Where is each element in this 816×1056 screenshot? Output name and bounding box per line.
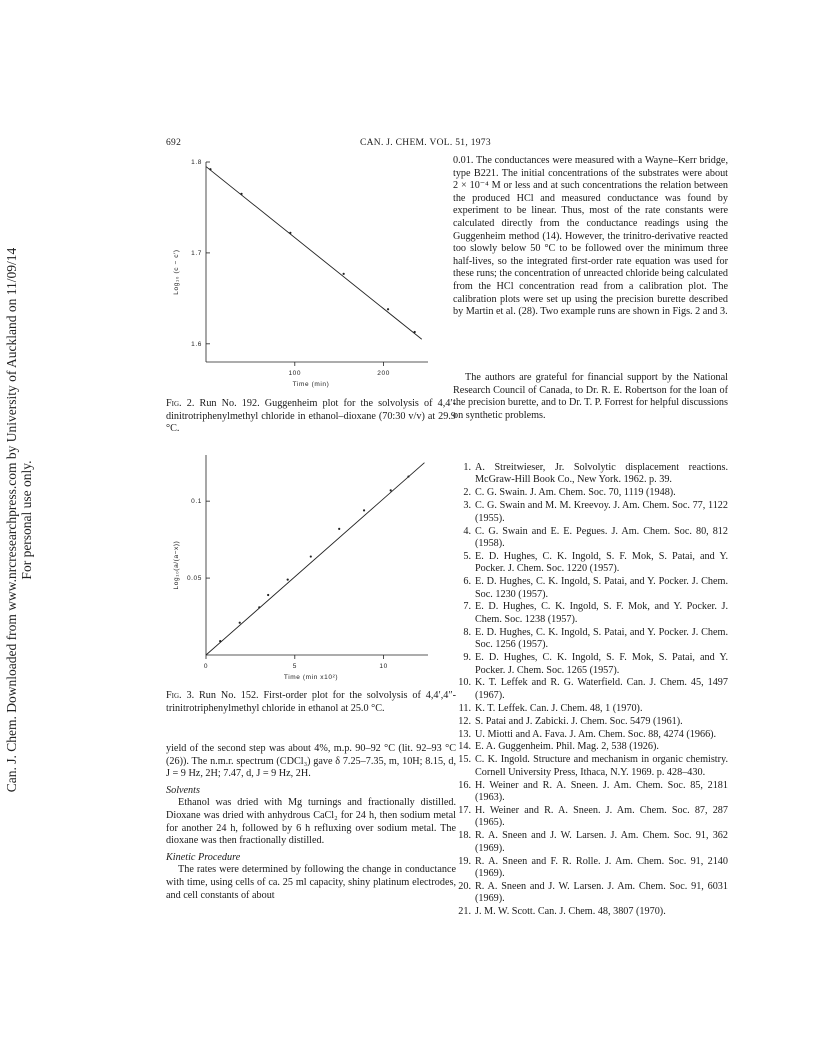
figure-2-chart xyxy=(166,152,456,392)
reference-list xyxy=(453,462,728,919)
reference-text: E. D. Hughes, C. K. Ingold, S. F. Mok, and Y. Pocker. J. Chem. Soc. 1238 (1957). xyxy=(475,601,728,625)
fig2-data-point xyxy=(414,331,416,333)
fig2-points xyxy=(209,168,415,333)
fig3-data-point xyxy=(407,475,409,477)
reference-number: 13. xyxy=(458,728,471,740)
fig3-y-tick-label: 0.05 xyxy=(186,575,202,583)
reference-item xyxy=(453,462,728,487)
fig2-fit-line-group xyxy=(206,167,422,340)
reference-text: R. A. Sneen and J. W. Larsen. J. Am. Chem. Soc. 91, 6031 (1969). xyxy=(475,880,728,905)
figure-2-caption-label: Fig. 2. xyxy=(166,398,195,409)
reference-number: 14. xyxy=(458,741,471,753)
reference-item xyxy=(453,830,728,855)
fig2-x-tick-label: 100 xyxy=(288,370,302,377)
figure-3-chart xyxy=(166,445,456,685)
figure-2-caption xyxy=(166,398,456,436)
fig2-data-point xyxy=(387,308,389,310)
reference-text: C. G. Swain and E. E. Pegues. J. Am. Chem. Soc. 80, 812 (1958). xyxy=(475,525,728,549)
reference-number: 2. xyxy=(463,487,471,499)
fig2-y-tick-label: 1.6 xyxy=(191,340,202,348)
reference-text: H. Weiner and R. A. Sneen. J. Am. Chem. Soc. 85, 2181 (1963). xyxy=(475,779,728,804)
reference-item xyxy=(453,716,728,728)
reference-text: A. Streitwieser, Jr. Solvolytic displacement reactions. McGraw-Hill Book Co., New York. 1962. p. 39. xyxy=(475,462,728,486)
fig3-ticks xyxy=(187,498,388,670)
reference-item xyxy=(453,500,728,525)
reference-item xyxy=(453,856,728,881)
solvents-heading: Solvents xyxy=(166,784,200,796)
reference-number: 15. xyxy=(458,754,471,766)
reference-item xyxy=(453,703,728,715)
reference-text: E. A. Guggenheim. Phil. Mag. 2, 538 (1926). xyxy=(475,741,659,753)
reference-number: 12. xyxy=(458,715,471,727)
fig3-data-point xyxy=(310,555,312,557)
reference-text: E. D. Hughes, C. K. Ingold, S. F. Mok, S. Patai, and Y. Pocker. J. Chem. Soc. 1265 (1957). xyxy=(475,652,728,676)
right-column-body xyxy=(453,155,728,319)
download-notice-line2: For personal use only. xyxy=(19,460,34,580)
running-header: CAN. J. CHEM. VOL. 51, 1973 xyxy=(360,138,491,148)
fig2-fit-line xyxy=(206,167,422,340)
reference-text: E. D. Hughes, C. K. Ingold, S. Patai, and Y. Pocker. J. Chem. Soc. 1256 (1957). xyxy=(475,626,728,651)
figure-3-caption-label: Fig. 3. xyxy=(166,690,195,701)
fig3-data-point xyxy=(267,594,269,596)
fig3-y-tick-label: 0.1 xyxy=(191,498,202,506)
fig3-data-point xyxy=(287,579,289,581)
reference-number: 8. xyxy=(463,626,471,638)
reference-number: 18. xyxy=(458,830,471,842)
reference-number: 3. xyxy=(463,500,471,512)
page-number: 692 xyxy=(166,138,182,148)
reference-number: 16. xyxy=(458,779,471,791)
reference-item xyxy=(453,729,728,741)
fig2-data-point xyxy=(289,232,291,234)
reference-number: 21. xyxy=(458,906,471,918)
fig3-fit-line-group xyxy=(206,463,424,655)
acknowledgements xyxy=(453,372,728,422)
reference-text: R. A. Sneen and J. W. Larsen. J. Am. Chem. Soc. 91, 362 (1969). xyxy=(475,830,728,854)
reference-item xyxy=(453,652,728,677)
reference-item xyxy=(453,526,728,551)
fig3-x-tick-label: 5 xyxy=(292,663,297,670)
reference-number: 6. xyxy=(463,576,471,588)
reference-number: 19. xyxy=(458,855,471,867)
figure-3-caption xyxy=(166,690,456,715)
reference-item xyxy=(453,677,728,702)
fig2-data-point xyxy=(209,168,211,170)
fig3-fit-line xyxy=(206,463,424,655)
reference-text: S. Patai and J. Zabicki. J. Chem. Soc. 5479 (1961). xyxy=(475,715,683,727)
fig2-x-tick-label: 200 xyxy=(377,370,390,377)
figure-3-caption-text: Run No. 152. First-order plot for the solvolysis of 4,4′,4″-trinitrotriphenylmethyl chloride in ethanol at 25.0 °C. xyxy=(166,690,456,714)
reference-item xyxy=(453,881,728,906)
reference-item xyxy=(453,805,728,830)
reference-text: U. Miotti and A. Fava. J. Am. Chem. Soc. 88, 4274 (1966). xyxy=(475,728,717,740)
reference-number: 9. xyxy=(463,652,471,664)
kinetic-procedure-heading: Kinetic Procedure xyxy=(166,851,241,863)
reference-number: 10. xyxy=(458,677,471,689)
fig2-data-point xyxy=(240,193,242,195)
fig3-y-axis-label: Log₁₀(a/(a−x)) xyxy=(173,540,180,590)
reference-text: R. A. Sneen and F. R. Rolle. J. Am. Chem. Soc. 91, 2140 (1969). xyxy=(475,855,728,879)
fig2-y-axis-label: Log₁₀ (c − c′) xyxy=(173,249,180,295)
reference-item xyxy=(453,780,728,805)
download-notice xyxy=(4,200,34,840)
reference-item xyxy=(453,741,728,753)
fig2-y-tick-label: 1.7 xyxy=(191,249,202,257)
reference-number: 11. xyxy=(458,702,471,714)
reference-item xyxy=(453,487,728,499)
reference-text: C. G. Swain and M. M. Kreevoy. J. Am. Chem. Soc. 77, 1122 (1955). xyxy=(475,500,728,524)
conductance-paragraph: 0.01. The conductances were measured with a Wayne–Kerr bridge, type B221. The initial concentrations of the substrates were about 2 × 10⁻⁴ M or less and at such concentrations the relation between the produced HCl and measured conductance was found by experiment to be linear. Thus, most of the rate constants were calculated directly from the conductance readings using the Guggenheim method (14). However, the trinitro-derivative reacted too slowly below 50 °C to be followed over the minimum three half-lives, so the integrated first-order rate equation was used for these runs; the concentration of unreacted chloride being calculated from the HCl concentration read from a calibration plot. The calibration plots were set up using the precision burette described by Martin et al. (28). Two example runs are shown in Figs. 2 and 3. xyxy=(453,155,728,318)
kinetic-procedure-paragraph: The rates were determined by following the change in conductance with time, using cells of ca. 25 ml capacity, shiny platinum electrodes, and cell constants of about xyxy=(166,864,456,901)
fig2-y-tick-label: 1.8 xyxy=(191,159,202,166)
solvents-paragraph: Ethanol was dried with Mg turnings and fractionally distilled. Dioxane was dried with anhydrous CaCl₂ for 24 h, then sodium metal for another 24 h, followed by 6 h refluxing over sodium metal. The dioxane was then fractionally distilled. xyxy=(166,797,456,847)
reference-text: C. K. Ingold. Structure and mechanism in organic chemistry. Cornell University Press, Ithaca, N.Y. 1969. p. 428–430. xyxy=(475,754,728,778)
reference-text: C. G. Swain. J. Am. Chem. Soc. 70, 1119 (1948). xyxy=(475,487,676,499)
reference-number: 7. xyxy=(463,601,471,613)
reference-item xyxy=(453,551,728,576)
fig3-data-point xyxy=(390,489,392,491)
reference-text: K. T. Leffek. Can. J. Chem. 48, 1 (1970). xyxy=(475,702,643,714)
fig3-data-point xyxy=(219,640,221,642)
reference-text: E. D. Hughes, C. K. Ingold, S. F. Mok, S. Patai, and Y. Pocker. J. Chem. Soc. 1220 (1957). xyxy=(475,550,728,575)
reference-item xyxy=(453,627,728,652)
acknowledgements-text: The authors are grateful for financial support by the National Research Council of Canada, to Dr. R. E. Robertson for the loan of the precision burette, and to Dr. T. P. Forrest for helpful discussions on synthetic problems. xyxy=(453,372,728,421)
reference-text: J. M. W. Scott. Can. J. Chem. 48, 3807 (1970). xyxy=(475,906,666,918)
reference-item xyxy=(453,906,728,918)
synthesis-paragraph: yield of the second step was about 4%, m.p. 90–92 °C (lit. 92–93 °C (26)). The n.m.r. spectrum (CDCl₃) gave δ 7.25–7.35, m, 10H; 8.15, d, J = 9 Hz, 2H; 7.47, d, J = 9 Hz, 2H. xyxy=(166,743,456,780)
reference-item xyxy=(453,601,728,626)
download-notice-line1: Can. J. Chem. Downloaded from www.nrcresearchpress.com by University of Auckland on 11/09/14 xyxy=(4,247,19,793)
reference-number: 17. xyxy=(458,804,471,816)
reference-item xyxy=(453,754,728,779)
reference-number: 4. xyxy=(463,525,471,537)
left-column-body xyxy=(166,743,456,902)
fig2-x-axis-label: Time (min) xyxy=(292,381,330,388)
reference-text: K. T. Leffek and R. G. Waterfield. Can. J. Chem. 45, 1497 (1967). xyxy=(475,677,728,701)
reference-item xyxy=(453,576,728,601)
fig3-x-tick-label: 0 xyxy=(203,663,209,670)
fig3-data-point xyxy=(258,606,260,608)
figure-2-caption-text: Run No. 192. Guggenheim plot for the solvolysis of 4,4′-dinitrotriphenylmethyl chloride in ethanol–dioxane (70:30 v/v) at 29.9 °C. xyxy=(166,398,456,435)
fig2-data-point xyxy=(343,273,345,275)
fig2-ticks xyxy=(191,159,390,377)
reference-text: H. Weiner and R. A. Sneen. J. Am. Chem. Soc. 87, 287 (1965). xyxy=(475,804,728,829)
fig3-x-axis-label: Time (min x10²) xyxy=(283,674,339,681)
fig3-data-point xyxy=(363,509,365,511)
fig3-x-tick-label: 10 xyxy=(379,663,388,670)
fig3-data-point xyxy=(338,528,340,530)
reference-number: 1. xyxy=(463,462,471,473)
fig3-data-point xyxy=(239,622,241,624)
reference-number: 5. xyxy=(463,550,471,562)
reference-number: 20. xyxy=(458,880,471,892)
reference-text: E. D. Hughes, C. K. Ingold, S. Patai, and Y. Pocker. J. Chem. Soc. 1230 (1957). xyxy=(475,576,728,600)
